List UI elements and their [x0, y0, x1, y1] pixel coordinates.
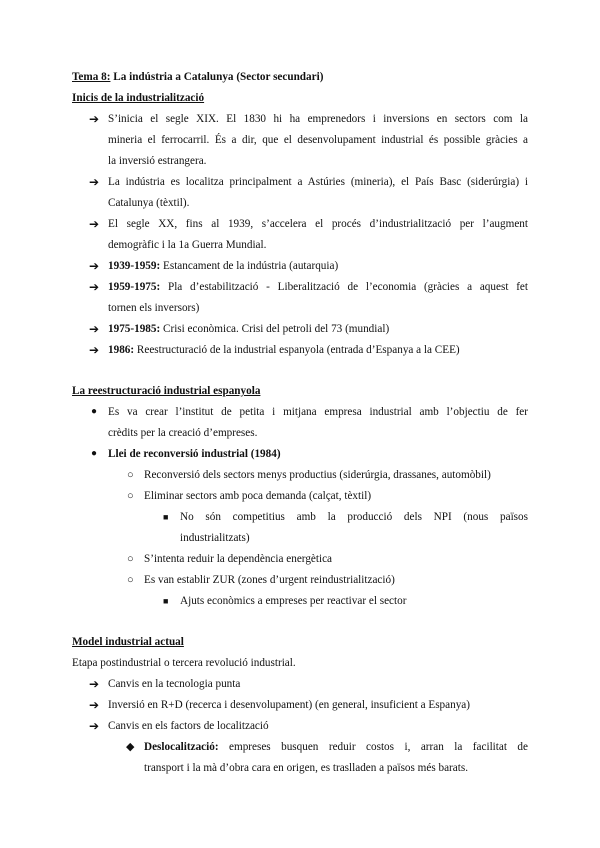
arrow-icon: ➔ [89, 343, 100, 357]
section-intro: Etapa postindustrial o tercera revolució industrial. [72, 657, 296, 669]
deloc-line-1 [144, 740, 528, 754]
sub-sub-item-1-line-2: industrialitzats) [180, 532, 250, 544]
circle-bullet-icon: ○ [127, 490, 134, 502]
section-heading-model: Model industrial actual [72, 636, 184, 648]
list-item-1-line-1: S’inicia el segle XIX. El 1830 hi ha emprenedors i inversions en sectors com la [108, 113, 528, 125]
period-label: 1939-1959: [108, 260, 161, 272]
bullet-icon: ● [91, 448, 98, 459]
bullet-icon: ● [91, 406, 98, 417]
sub-item-1: Reconversió dels sectors menys productius (siderúrgia, drassanes, automòbil) [144, 469, 491, 481]
square-bullet-icon: ■ [163, 512, 169, 522]
arrow-icon: ➔ [89, 112, 100, 126]
circle-bullet-icon: ○ [127, 469, 134, 481]
list-item-2-line-2: Catalunya (tèxtil). [108, 197, 190, 209]
period-text: Estancament de la indústria (autarquia) [160, 260, 339, 272]
arrow-icon: ➔ [89, 677, 100, 691]
square-bullet-icon: ■ [163, 596, 169, 606]
bullet-2: Llei de reconversió industrial (1984) [108, 448, 281, 460]
period-text: Crisi econòmica. Crisi del petroli del 73 (mundial) [160, 323, 390, 335]
period-text: Reestructuració de la industrial espanyola (entrada d’Espanya a la CEE) [134, 344, 460, 356]
list-item-3-line-2: demogràfic i la 1a Guerra Mundial. [108, 239, 267, 251]
arrow-icon: ➔ [89, 322, 100, 336]
page-title [72, 70, 323, 84]
period-label: 1975-1985: [108, 323, 161, 335]
section-heading-reestructuracio: La reestructuració industrial espanyola [72, 385, 261, 397]
period-label: 1959-1975: [108, 281, 161, 293]
list-item-1-line-2: mineria el ferrocarril. És a dir, que el desenvolupament industrial és possible gràcies a [108, 134, 528, 146]
period-label: 1986: [108, 344, 135, 356]
sub-item-2: Eliminar sectors amb poca demanda (calçat, tèxtil) [144, 490, 372, 502]
sub-item-3: S’intenta reduir la dependència energètica [144, 553, 333, 565]
model-item-2: Inversió en R+D (recerca i desenvolupament) (en general, insuficient a Espanya) [108, 699, 470, 711]
list-item-5-line-1 [108, 280, 528, 294]
deloc-text: empreses busquen reduir costos i, arran la facilitat de [218, 741, 528, 753]
title-rest: La indústria a Catalunya (Sector secundari) [110, 71, 324, 83]
list-item-6 [108, 322, 389, 336]
sub-sub-item-2: Ajuts econòmics a empreses per reactivar el sector [180, 595, 407, 607]
sub-sub-item-1-line-1: No són competitius amb la producció dels NPI (nous països [180, 511, 528, 523]
model-item-3: Canvis en els factors de localització [108, 720, 269, 732]
circle-bullet-icon: ○ [127, 574, 134, 586]
arrow-icon: ➔ [89, 719, 100, 733]
deloc-label: Deslocalització: [144, 741, 219, 753]
circle-bullet-icon: ○ [127, 553, 134, 565]
list-item-4 [108, 259, 338, 273]
bullet-1-line-2: crèdits per la creació d’empreses. [108, 427, 258, 439]
bullet-1-line-1: Es va crear l’institut de petita i mitjana empresa industrial amb l’objectiu de fer [108, 406, 528, 418]
list-item-1-line-3: la inversió estrangera. [108, 155, 207, 167]
arrow-icon: ➔ [89, 259, 100, 273]
sub-item-4: Es van establir ZUR (zones d’urgent reindustrialització) [144, 574, 395, 586]
arrow-icon: ➔ [89, 217, 100, 231]
deloc-line-2: transport i la mà d’obra cara en origen, es traslladen a països més barats. [144, 762, 469, 774]
arrow-icon: ➔ [89, 280, 100, 294]
list-item-3-line-1: El segle XX, fins al 1939, s’accelera el procés d’industrialització per l’augment [108, 218, 528, 230]
title-tema: Tema 8: [72, 71, 111, 83]
period-text: Pla d’estabilització - Liberalització de l’economia (gràcies a aquest fet [160, 281, 528, 293]
list-item-5-line-2: tornen els inversors) [108, 302, 200, 314]
model-item-1: Canvis en la tecnologia punta [108, 678, 241, 690]
arrow-icon: ➔ [89, 175, 100, 189]
arrow-icon: ➔ [89, 698, 100, 712]
section-heading-inicis: Inicis de la industrialització [72, 92, 205, 104]
diamond-bullet-icon: ◆ [126, 741, 135, 753]
list-item-7 [108, 343, 460, 357]
list-item-2-line-1: La indústria es localitza principalment a Astúries (mineria), el País Basc (siderúrgia) i [108, 176, 528, 188]
